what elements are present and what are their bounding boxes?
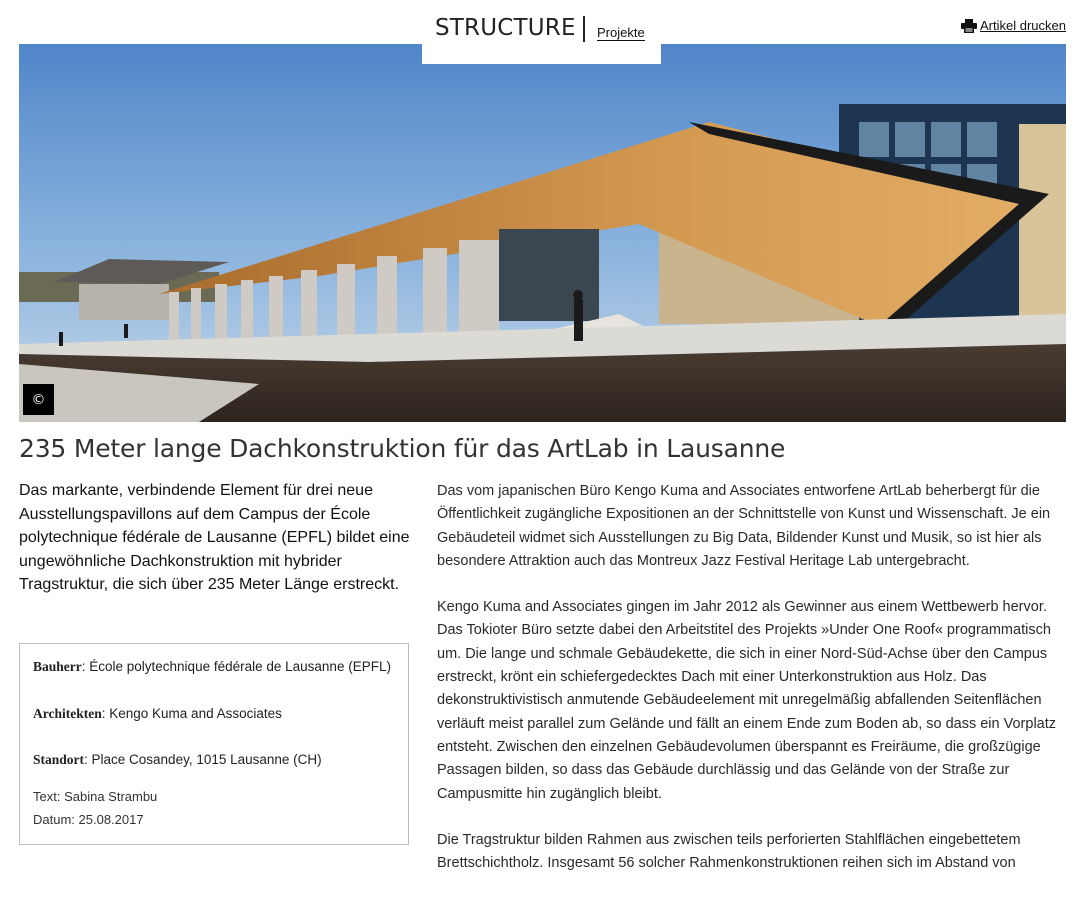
article-lead: Das markante, verbindende Element für drei neue Ausstellungspavillons auf dem Campus der École polytechnique fédérale de Lausanne (EPFL) bildet eine ungewöhnliche Dachkonstruktion mit hybrider Tragstruktur, die sich über 235 Meter Länge erstreckt.: [19, 482, 410, 593]
project-info-box: [19, 643, 409, 845]
info-standort-value: : Place Cosandey, 1015 Lausanne (CH): [84, 752, 322, 767]
brand-logo[interactable]: STRUCTURE: [435, 15, 576, 41]
body-paragraph: Das vom japanischen Büro Kengo Kuma and Associates entworfene ArtLab beherbergt für die Öffentlichkeit zugängliche Expositionen an der Schnittstelle von Kunst und Wissenschaft. Je ein Gebäudeteil widmet sich Ausstellungen zu Big Data, Bildender Kunst und Musik, so ist hier als besondere Attraktion auch das Montreux Jazz Festival Heritage Lab untergebracht.: [437, 483, 1051, 569]
info-architekten-value: : Kengo Kuma and Associates: [101, 706, 282, 721]
info-architekten-label: Architekten: [33, 706, 102, 721]
info-standort: [33, 752, 322, 768]
info-date: Datum: 25.08.2017: [33, 812, 144, 827]
hero-image: [19, 44, 1066, 422]
info-bauherr-label: Bauherr: [33, 659, 82, 674]
body-paragraph: Kengo Kuma and Associates gingen im Jahr 2012 als Gewinner aus einem Wettbewerb hervor. Das Tokioter Büro setzte dabei den Arbeitstitel des Projekts »Under One Roof« programmatisch um. Die lange und schmale Gebäudekette, die sich in einer Nord-Süd-Achse über den Campus erstreckt, krönt ein schiefergedecktes Dach mit einer Unterkonstruktion aus Holz. Das dekonstruktivistisch anmutende Gebäudeelement mit unregelmäßig abfallenden Seitenflächen verläuft meist parallel zum Gelände und fällt an einem Ende zum Boden ab, so dass ein Vorplatz entsteht. Zwischen den einzelnen Gebäudevolumen überspannt es Freiräume, die großzügige Passagen bilden, so dass das Gebäude durchlässig und das Gelände von der Straße zur Campusmitte hin zugänglich bleibt.: [437, 599, 1057, 802]
article-title: 235 Meter lange Dachkonstruktion für das ArtLab in Lausanne: [19, 434, 786, 463]
body-paragraph: Die Tragstruktur bilden Rahmen aus zwischen teils perforierten Stahlflächen eingebettetem Brettschichtholz. Insgesamt 56 solcher Rahmenkonstruktionen reihen sich im Abstand von: [437, 831, 1021, 872]
copyright-badge[interactable]: ©: [23, 384, 54, 415]
info-architekten: [33, 706, 282, 722]
info-bauherr-value: : École polytechnique fédérale de Lausanne (EPFL): [81, 659, 391, 674]
brand-divider: [583, 16, 585, 42]
section-link-projekte[interactable]: Projekte: [597, 25, 645, 40]
info-standort-label: Standort: [33, 752, 85, 767]
header-tab: [422, 0, 661, 64]
article-body: [437, 480, 1069, 898]
printer-icon: [961, 19, 977, 33]
print-article-link[interactable]: [961, 18, 1066, 33]
print-label: Artikel drucken: [980, 18, 1066, 33]
info-author: Text: Sabina Strambu: [33, 789, 158, 804]
info-bauherr: [33, 659, 391, 675]
